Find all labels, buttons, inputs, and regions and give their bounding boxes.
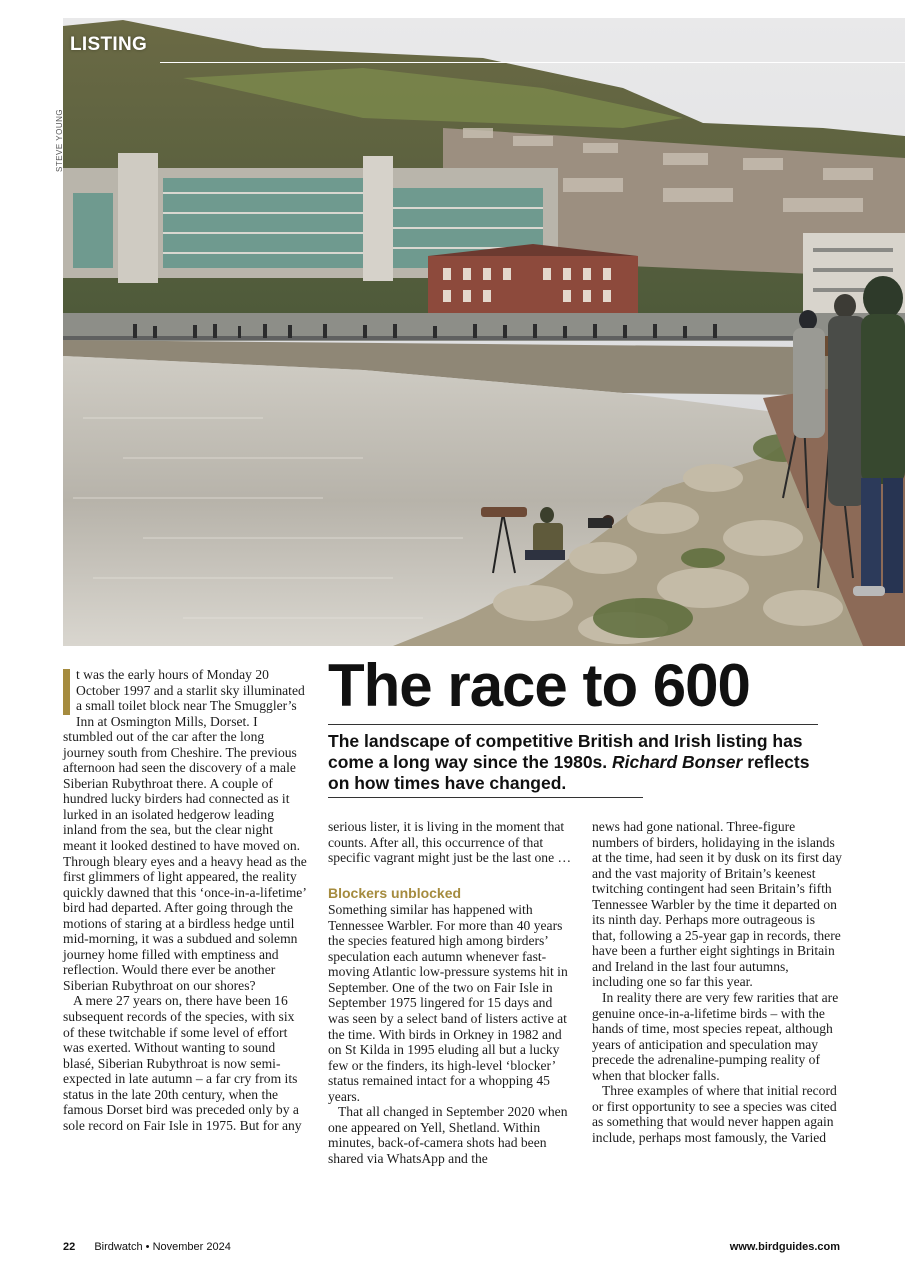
paragraph (63, 667, 308, 993)
paragraph: That all changed in September 2020 when one appeared on Yell, Shetland. Within minutes, back-of-camera shots had been shared via WhatsApp and the (328, 1104, 568, 1166)
headline: The race to 600 (328, 652, 750, 719)
standfirst-text: The landscape of competitive British and Irish listing has come a long way since the 1980s. (328, 731, 803, 772)
section-label: LISTING (70, 34, 148, 55)
paragraph: Something similar has happened with Tennessee Warbler. For more than 40 years the species featured high among birders’ speculation each autumn whenever fast-moving Atlantic low-pressure systems hit in September. One of the two on Fair Isle in September 1975 lingered for 15 days and was seen by a select band of listers active at the time. With birds in Orkney in 1982 and on St Kilda in 1995 eluding all but a lucky few or the finders, its high-level ‘blocker’ status remained intact for a whopping 45 years. (328, 902, 568, 1104)
photo-credit: STEVE YOUNG (55, 108, 64, 172)
headline-rule (328, 724, 818, 725)
standfirst (328, 731, 828, 794)
magazine-issue: Birdwatch • November 2024 (94, 1241, 231, 1253)
page-number: 22 (63, 1241, 76, 1253)
footer-left (63, 1241, 231, 1253)
paragraph: In reality there are very few rarities that are genuine once-in-a-lifetime birds – with the hands of time, most species repeat, although years of anticipation and speculation may precede the adrenaline-pumping reality of when that blocker falls. (592, 990, 839, 1083)
article-column-2 (328, 819, 573, 1166)
paragraph: news had gone national. Three-figure numbers of birders, holidaying in the islands at the time, had seen it by dusk on its first day and the vast majority of Britain’s keenest twitching contingent had seen Britain’s fifth Tennessee Warbler by the time it departed on its ninth day. Perhaps more outrageous is that, following a 25-year gap in records, there have been a further eight sightings in Britain and Ireland in the last four autumns, including one so far this year. (592, 819, 842, 990)
subheading: Blockers unblocked (328, 884, 462, 901)
paragraph: serious lister, it is living in the moment that counts. After all, this occurrence of that specific vagrant might just be the last one … (328, 819, 572, 866)
hero-photo (63, 18, 905, 646)
paragraph: Three examples of where that initial record or first opportunity to see a species was cited as something that would never happen again include, perhaps most famously, the Varied (592, 1083, 837, 1145)
article-column-1 (63, 667, 308, 1133)
author-name: Richard Bonser (612, 752, 743, 772)
standfirst-rule (328, 797, 643, 798)
section-label-rule (160, 62, 905, 63)
drop-cap (63, 669, 70, 715)
paragraph: A mere 27 years on, there have been 16 subsequent records of the species, with six of these twitchable if some level of effort was exerted. Without wanting to sound blasé, Siberian Rubythroat is now semi-expected in late autumn – a far cry from its status in the late 20th century, when the famous Dorset bird was preceded only by a sole record on Fair Isle in 1975. But for any (63, 993, 302, 1133)
article-column-3 (592, 819, 842, 1145)
paragraph-text: t was the early hours of Monday 20 October 1997 and a starlit sky illuminated a small toilet block near The Smuggler’s Inn at Osmington Mills, Dorset. I stumbled out of the car after the long journey south from Cheshire. The previous afternoon had seen the discovery of a male Siberian Rubythroat there. A couple of hundred lucky birders had connected as it lurked in an isolated hedgerow leading inland from the sea, but the clear night meant it looked destined to have moved on. Through bleary eyes and a heavy head as the first glimmers of light appeared, the reality quickly dawned that this ‘once-in-a-lifetime’ bird had departed. After going through the motions of staring at a birdless hedge until mid-morning, it was a subdued and solemn journey home filled with emptiness and reflection. Would there ever be another Siberian Rubythroat on our shores? (63, 667, 307, 993)
website-link[interactable]: www.birdguides.com (729, 1241, 840, 1253)
photo-scene (63, 18, 905, 646)
standfirst-text-end: reflects on how times have changed. (328, 752, 810, 793)
